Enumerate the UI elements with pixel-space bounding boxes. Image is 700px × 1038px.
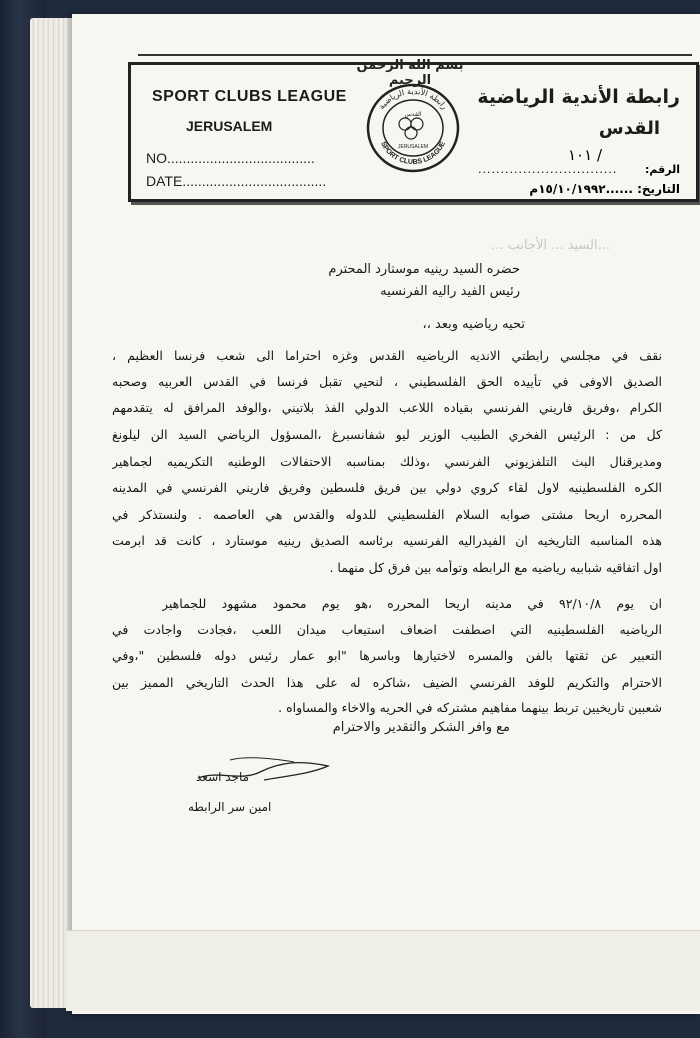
body-line: ان يوم ٩٢/١٠/٨ في مدينه اريحا المحرره ،هو يوم محمود مشهود للجماهير: [162, 596, 662, 611]
signer-title: امين سر الرابطه: [188, 800, 272, 814]
bleed-through-text: ...السيد ... الأجانب ...: [491, 238, 610, 253]
next-page-edge: [66, 930, 700, 1011]
reference-number-value: / ١٠١: [568, 146, 602, 164]
date-value-arabic: ......١٥/١٠/١٩٩٢م: [529, 182, 633, 196]
greeting: تحيه رياضيه وبعد ،،: [422, 317, 525, 332]
signer-name: ماجد اسعد: [196, 770, 250, 784]
body-line: شعبين تاريخيين تربط بينهما مفاهيم مشتركه في الحريه والاخاء والمساواه .: [278, 700, 662, 715]
seal-english-text: SPORT CLUBS LEAGUE: [379, 140, 447, 167]
date-line-arabic: [529, 182, 680, 196]
seal-city-arabic: القدس: [404, 111, 422, 118]
basmala: بسم الله الرحمن الرحيم: [356, 58, 464, 88]
org-name-english: SPORT CLUBS LEAGUE: [152, 88, 347, 105]
reference-number-dots: ...............................: [478, 163, 618, 176]
body-line: الصديق الاوفى في تأييده الحق الفلسطيني ، لنحيي تقبل فرنسا في القدس العربيه وصحبه: [112, 374, 662, 389]
body-line: الكره الفلسطينيه لاول لقاء كروي دولي بين فريق فلسطين وفريق فاريني الفرنسي في المدينه: [112, 480, 662, 495]
header-top-rule: [138, 54, 692, 56]
body-line: ومديرقنال البث التلفزيوني الفرنسي ،وذلك بمناسبه الاحتفالات الوطنيه التكريميه لجماهير: [112, 454, 662, 469]
city-english: JERUSALEM: [186, 118, 273, 134]
org-name-arabic: رابطة الأندية الرياضية: [477, 86, 680, 108]
number-field-english: NO......................................: [146, 150, 315, 166]
league-seal-icon: [365, 82, 461, 174]
body-line: هذه المناسبه التاريخيه ان الفيدراليه الفرنسيه برئاسه الصديق رينيه موستارد ، كانت قد ابرمت: [112, 533, 662, 548]
seal-city-english: JERUSALEM: [397, 144, 429, 150]
body-line: نقف في مجلسي رابطتي الانديه الرياضيه القدس وغزه احتراما الى شعب فرنسا العظيم ،: [112, 348, 662, 363]
body-line: اول اتفاقيه شبابيه رياضيه مع الرابطه وتوأمه بين فرق كل منهما .: [329, 560, 662, 575]
body-line: الكرام ،وفريق فاريني الفرنسي بقياده اللاعب الدولي الفذ بلاتيني ،والوفد المرافق له يتقدمهم: [112, 400, 662, 415]
city-arabic: القدس: [598, 118, 660, 139]
reference-number-label: الرقم:: [645, 163, 680, 176]
closing-line: مع وافر الشكر والتقدير والاحترام: [332, 720, 510, 735]
body-line: الاحترام والتكريم للوفد الفرنسي الضيف ،شاكره له على هذا الحدث التاريخي المميز بين: [112, 675, 662, 690]
date-field-english: DATE.....................................: [146, 173, 327, 189]
addressee-title: رئيس الفيد راليه الفرنسيه: [380, 284, 520, 299]
seal-arabic-text: رابطة الأندية الرياضية: [376, 86, 450, 112]
body-line: المحرره اريحا مشتى صوابه السلام الفلسطيني للدوله والقدس هي العاصمه . ولنستذكر في: [112, 507, 662, 522]
body-line: التعبير عن ثقتها بالفن والمسره لاختيارها وباسرها "ابو عمار رئيس دوله فلسطين "،وفي: [112, 648, 662, 663]
addressee: حضره السيد رينيه موستارد المحترم: [328, 262, 520, 277]
date-label-arabic: التاريخ:: [637, 182, 680, 196]
body-line: كل من : الرئيس الفخري الطبيب الوزير ليو شفانسبرغ ،المسؤول الرياضي السيد الن ليلونغ: [112, 427, 662, 442]
body-line: الرياضيه الفلسطينيه التي اصطفت اضعاف استيعاب ميدان اللعب ،فجادت واجادت في: [112, 622, 662, 637]
